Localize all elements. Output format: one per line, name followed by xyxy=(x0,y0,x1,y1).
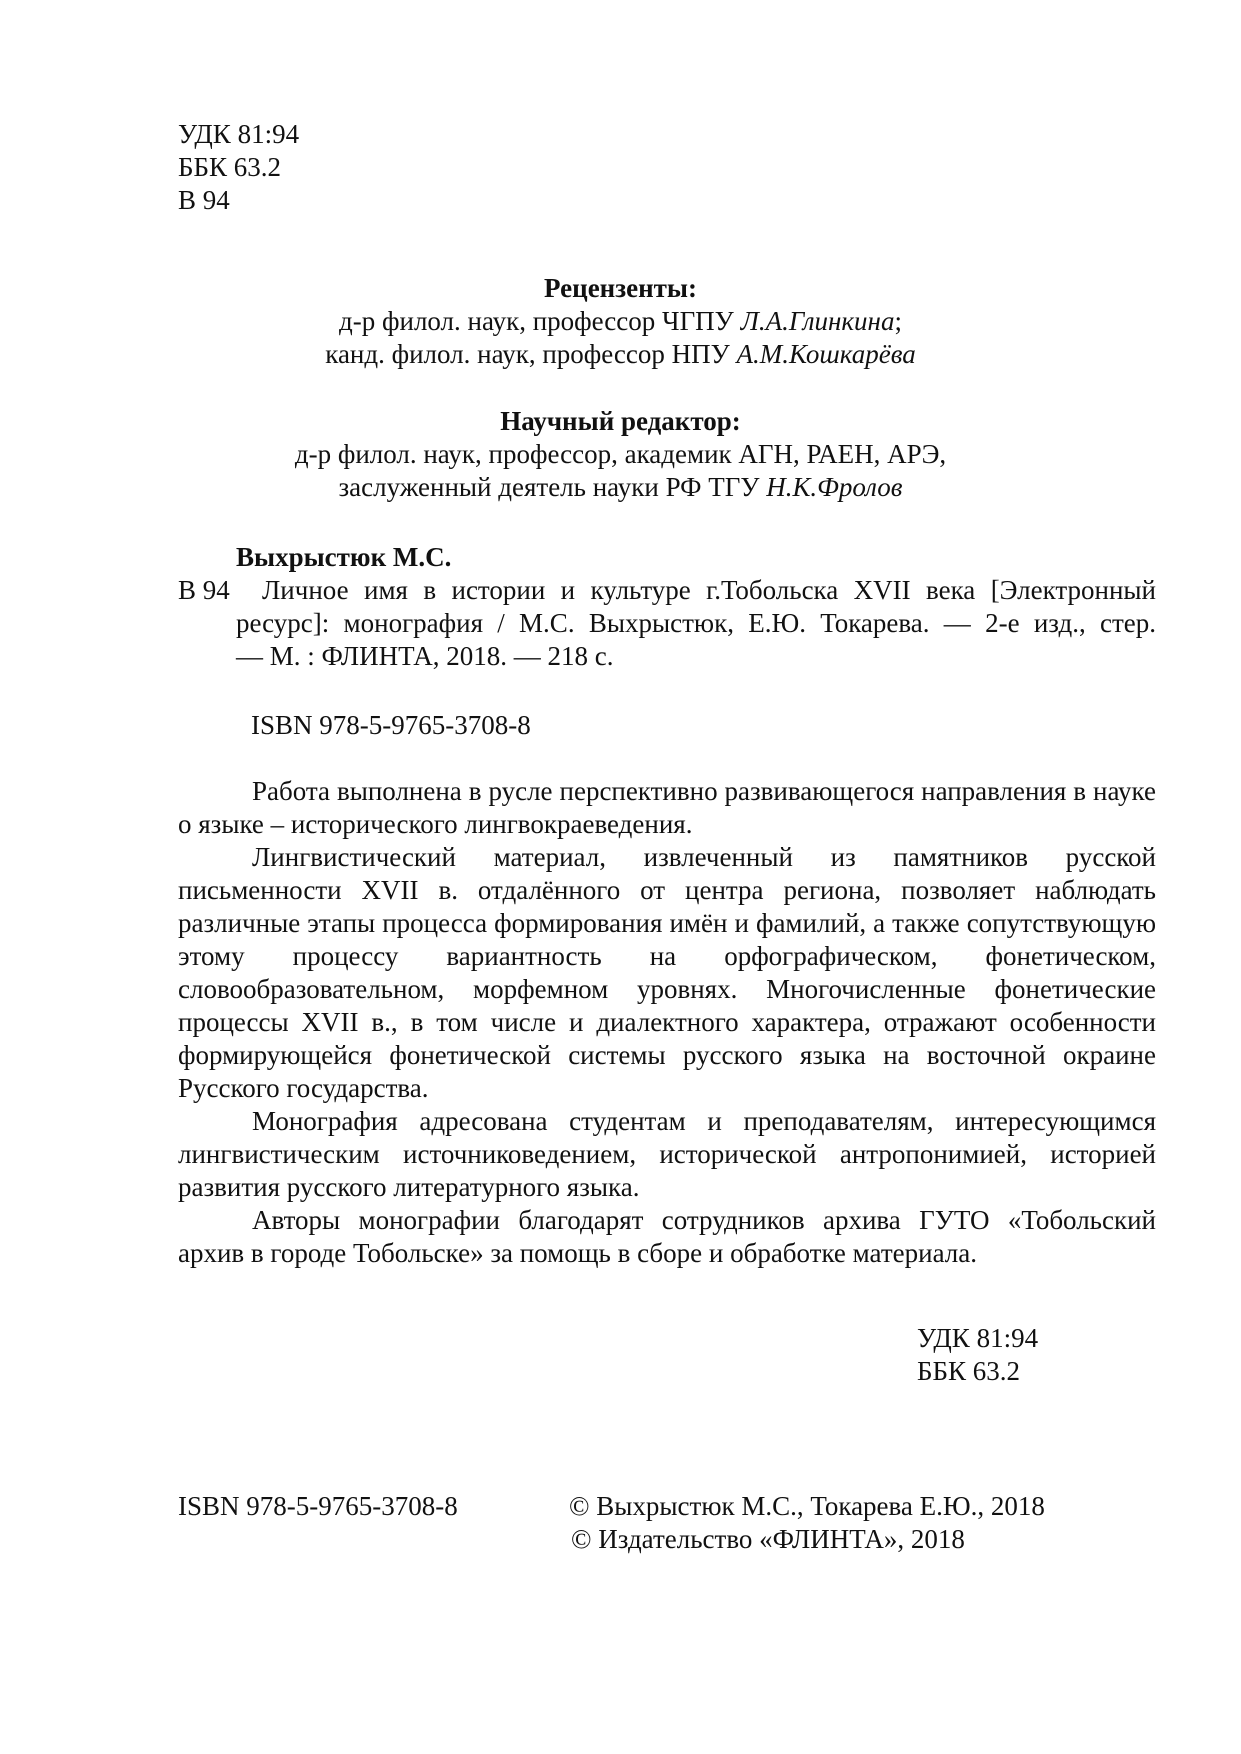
abstract-paragraph: Работа выполнена в русле перспективно развивающегося направления в науке о языке – исторического лингвокраеведения. xyxy=(178,776,1156,839)
bbk-code: ББК 63.2 xyxy=(178,152,282,182)
udk-block-bottom xyxy=(917,1322,1038,1388)
classification-code: В 94 xyxy=(178,575,230,605)
copyright-line: © Издательство «ФЛИНТА», 2018 xyxy=(571,1524,965,1554)
author-heading: Выхрыстюк М.С. xyxy=(236,542,452,572)
abstract-paragraph: Монография адресована студентам и преподавателям, интересующимся лингвистическим источниковедением, исторической антропонимией, историей развития русского литературного языка. xyxy=(178,1106,1156,1202)
abstract-paragraph: Авторы монографии благодарят сотрудников архива ГУТО «Тобольский архив в городе Тобольске» за помощь в сборе и обработке материала. xyxy=(178,1205,1156,1268)
author-mark: В 94 xyxy=(178,185,230,215)
bibliographic-line: — М. : ФЛИНТА, 2018. — 218 с. xyxy=(236,641,614,671)
udk-block-top xyxy=(178,118,299,217)
editor-line: д-р филол. наук, профессор, академик АГН, РАЕН, АРЭ, xyxy=(294,439,947,469)
reviewer-name: Л.А.Глинкина xyxy=(740,306,895,336)
abstract-paragraph: Лингвистический материал, извлеченный из памятников русской письменности XVII в. отдалённого от центра региона, позволяет наблюдать различные этапы процесса формирования имён и фамилий, а также сопутствующую этому процессу вариантность на орфографическом, фонетическом, словообразовательном, морфемном уровнях. Многочисленные фонетические процессы XVII в., в том числе и диалектного характера, отражают особенности формирующейся фонетической системы русского языка на восточной окраине Русского государства. xyxy=(178,842,1156,1103)
editor-name: Н.К.Фролов xyxy=(766,472,903,502)
reviewer-line: д-р филол. наук, профессор ЧГПУ Л.А.Глинкина; xyxy=(339,306,902,336)
reviewers-heading: Рецензенты: xyxy=(544,273,697,303)
editor-line: заслуженный деятель науки РФ ТГУ Н.К.Фролов xyxy=(338,472,903,502)
udk-code: УДК 81:94 xyxy=(178,119,300,149)
copyright-block xyxy=(569,1490,1045,1556)
udk-code: УДК 81:94 xyxy=(917,1323,1039,1353)
abstract xyxy=(178,775,1156,1270)
reviewer-line: канд. филол. наук, профессор НПУ А.М.Кошкарёва xyxy=(325,339,916,369)
isbn: ISBN 978-5-9765-3708-8 xyxy=(251,710,531,740)
bibliographic-line: ресурс]: монография / М.С. Выхрыстюк, Е.Ю. Токарева. — 2-е изд., стер. xyxy=(236,608,1156,638)
editor-heading: Научный редактор: xyxy=(500,406,741,436)
reviewer-name: А.М.Кошкарёва xyxy=(736,339,916,369)
bbk-code: ББК 63.2 xyxy=(917,1356,1021,1386)
copyright-line: © Выхрыстюк М.С., Токарева Е.Ю., 2018 xyxy=(569,1491,1045,1521)
bibliographic-line: Личное имя в истории и культуре г.Тобольска XVII века [Электронный xyxy=(262,575,1156,605)
isbn-bottom: ISBN 978-5-9765-3708-8 xyxy=(178,1491,458,1521)
